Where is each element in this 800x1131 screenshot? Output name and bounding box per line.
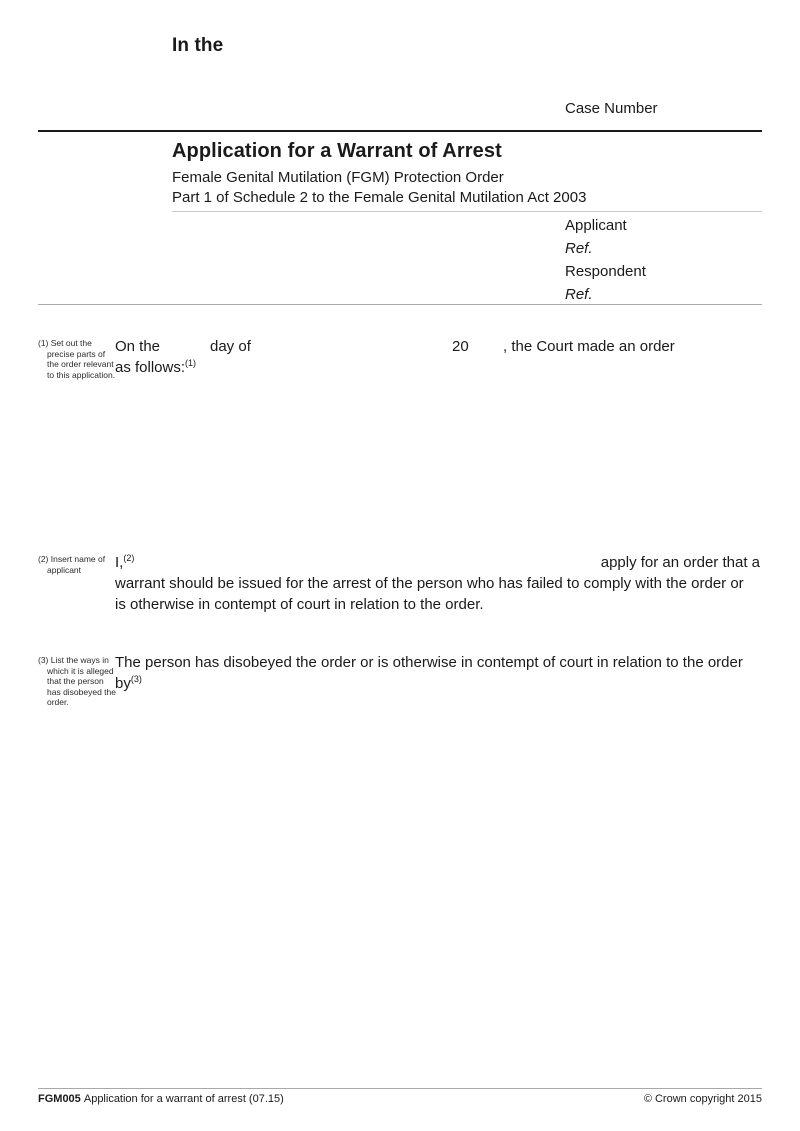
header-divider — [38, 130, 762, 132]
applicant-ref-label: Ref. — [565, 240, 593, 257]
parties-block — [565, 214, 646, 306]
footnote-ref-3: (3) — [130, 674, 142, 684]
form-code: FGM005 — [38, 1093, 81, 1105]
on-the-label: On the — [115, 338, 161, 355]
case-number-label: Case Number — [565, 100, 658, 117]
month-field[interactable] — [260, 336, 445, 354]
applicant-name-header-field[interactable] — [650, 214, 762, 234]
footnote-ref-2: (2) — [123, 553, 135, 563]
court-name-field[interactable] — [240, 33, 760, 59]
day-of-label: day of — [210, 338, 251, 355]
disobedience-details-field[interactable] — [115, 698, 762, 1073]
apply-line-3: is otherwise in contempt of court in relation to the order. — [115, 596, 484, 613]
subtitle-line-1: Female Genital Mutilation (FGM) Protection Order — [172, 169, 504, 186]
margin-note-1: (1) Set out the precise parts of the order relevant to this application. — [38, 338, 116, 380]
case-number-field[interactable] — [655, 98, 762, 118]
footnote-ref-1: (1) — [185, 358, 197, 368]
order-details-field[interactable] — [115, 382, 762, 540]
court-made-text: , the Court made an order — [503, 338, 675, 355]
footer-divider — [38, 1088, 762, 1089]
margin-note-2: (2) Insert name of applicant — [38, 554, 106, 575]
day-field[interactable] — [167, 336, 207, 354]
respondent-label: Respondent — [565, 263, 646, 280]
applicant-label: Applicant — [565, 217, 627, 234]
applicant-name-field[interactable] — [140, 552, 580, 570]
year-field[interactable] — [473, 336, 501, 354]
i-label: I, — [115, 554, 124, 571]
apply-right-text: apply for an order that a — [600, 554, 760, 571]
applicant-ref-field[interactable] — [650, 237, 762, 257]
by-label: by — [115, 675, 131, 692]
i-label-wrap — [115, 552, 134, 573]
apply-line-2: warrant should be issued for the arrest of the person who has failed to comply with the order or — [115, 575, 744, 592]
respondent-ref-field[interactable] — [650, 283, 762, 303]
subtitle-line-2: Part 1 of Schedule 2 to the Female Genital Mutilation Act 2003 — [172, 189, 587, 206]
respondent-name-header-field[interactable] — [650, 260, 762, 280]
in-the-label: In the — [172, 35, 224, 56]
copyright-notice: © Crown copyright 2015 — [643, 1093, 762, 1105]
as-follows-line — [115, 357, 196, 378]
disobeyed-line-1: The person has disobeyed the order or is otherwise in contempt of court in relation to the order — [115, 654, 743, 671]
page-title: Application for a Warrant of Arrest — [172, 140, 502, 162]
margin-note-3: (3) List the ways in which it is alleged that the person has disobeyed the order. — [38, 655, 116, 707]
footer-form-id — [38, 1093, 284, 1105]
respondent-ref-label: Ref. — [565, 286, 593, 303]
disobeyed-line-2 — [115, 673, 142, 694]
year-prefix: 20 — [452, 338, 469, 355]
title-divider — [172, 211, 762, 212]
form-title-footer: Application for a warrant of arrest (07.15) — [83, 1093, 284, 1105]
as-follows-text: as follows: — [115, 359, 186, 376]
parties-divider — [38, 304, 762, 305]
